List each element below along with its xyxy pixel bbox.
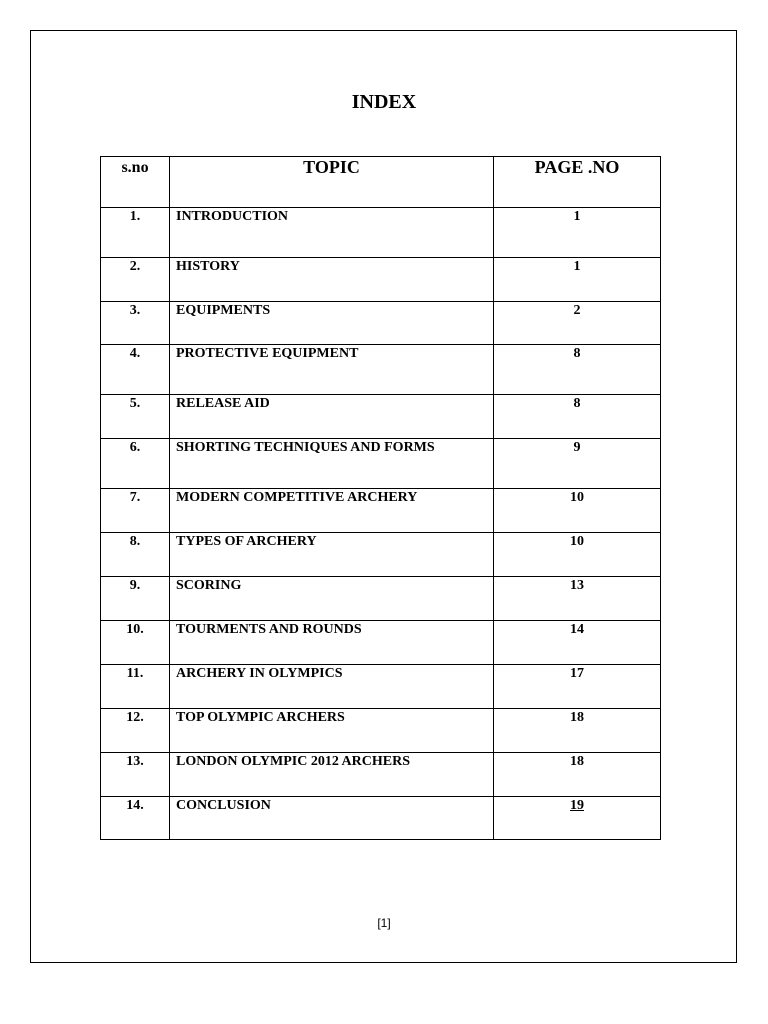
row-page: 2: [494, 302, 661, 345]
row-sno: 14.: [101, 797, 170, 840]
row-topic: TOP OLYMPIC ARCHERS: [170, 709, 494, 753]
table-row: [101, 345, 661, 395]
table-row: [101, 665, 661, 709]
table-row: [101, 395, 661, 439]
row-topic: TOURMENTS AND ROUNDS: [170, 621, 494, 665]
row-sno: 12.: [101, 709, 170, 753]
table-row: [101, 797, 661, 840]
table-row: [101, 489, 661, 533]
row-topic: CONCLUSION: [170, 797, 494, 840]
index-table: [100, 156, 661, 840]
row-topic: PROTECTIVE EQUIPMENT: [170, 345, 494, 395]
page-number-footer: [1]: [377, 916, 391, 930]
table-row: [101, 302, 661, 345]
table-row: [101, 258, 661, 302]
row-page: 14: [494, 621, 661, 665]
row-topic: LONDON OLYMPIC 2012 ARCHERS: [170, 753, 494, 797]
row-sno: 7.: [101, 489, 170, 533]
row-sno: 6.: [101, 439, 170, 489]
row-sno: 1.: [101, 208, 170, 258]
row-page: 13: [494, 577, 661, 621]
table-row: [101, 533, 661, 577]
row-page: 18: [494, 709, 661, 753]
row-topic: MODERN COMPETITIVE ARCHERY: [170, 489, 494, 533]
header-topic: TOPIC: [170, 157, 494, 208]
table-header-row: [101, 157, 661, 208]
row-page: 8: [494, 395, 661, 439]
table-row: [101, 439, 661, 489]
header-sno: s.no: [101, 157, 170, 208]
table-row: [101, 753, 661, 797]
row-sno: 5.: [101, 395, 170, 439]
row-sno: 4.: [101, 345, 170, 395]
row-sno: 11.: [101, 665, 170, 709]
row-topic: EQUIPMENTS: [170, 302, 494, 345]
row-sno: 8.: [101, 533, 170, 577]
row-topic: RELEASE AID: [170, 395, 494, 439]
header-page-no: PAGE .NO: [494, 157, 661, 208]
row-topic: INTRODUCTION: [170, 208, 494, 258]
row-page: 10: [494, 533, 661, 577]
row-page: 9: [494, 439, 661, 489]
table-row: [101, 577, 661, 621]
row-page-link: 19: [570, 798, 584, 813]
row-sno: 3.: [101, 302, 170, 345]
row-topic: SCORING: [170, 577, 494, 621]
row-page: 8: [494, 345, 661, 395]
row-topic: TYPES OF ARCHERY: [170, 533, 494, 577]
table-row: [101, 709, 661, 753]
table-row: [101, 208, 661, 258]
row-page: 1: [494, 208, 661, 258]
row-page: 17: [494, 665, 661, 709]
row-topic: SHORTING TECHNIQUES AND FORMS: [170, 439, 494, 489]
row-sno: 10.: [101, 621, 170, 665]
row-page: 10: [494, 489, 661, 533]
page-title: INDEX: [351, 91, 417, 113]
row-topic: HISTORY: [170, 258, 494, 302]
row-page: 18: [494, 753, 661, 797]
row-page: [494, 797, 661, 840]
row-page: 1: [494, 258, 661, 302]
row-sno: 9.: [101, 577, 170, 621]
table-row: [101, 621, 661, 665]
row-sno: 13.: [101, 753, 170, 797]
row-topic: ARCHERY IN OLYMPICS: [170, 665, 494, 709]
row-sno: 2.: [101, 258, 170, 302]
